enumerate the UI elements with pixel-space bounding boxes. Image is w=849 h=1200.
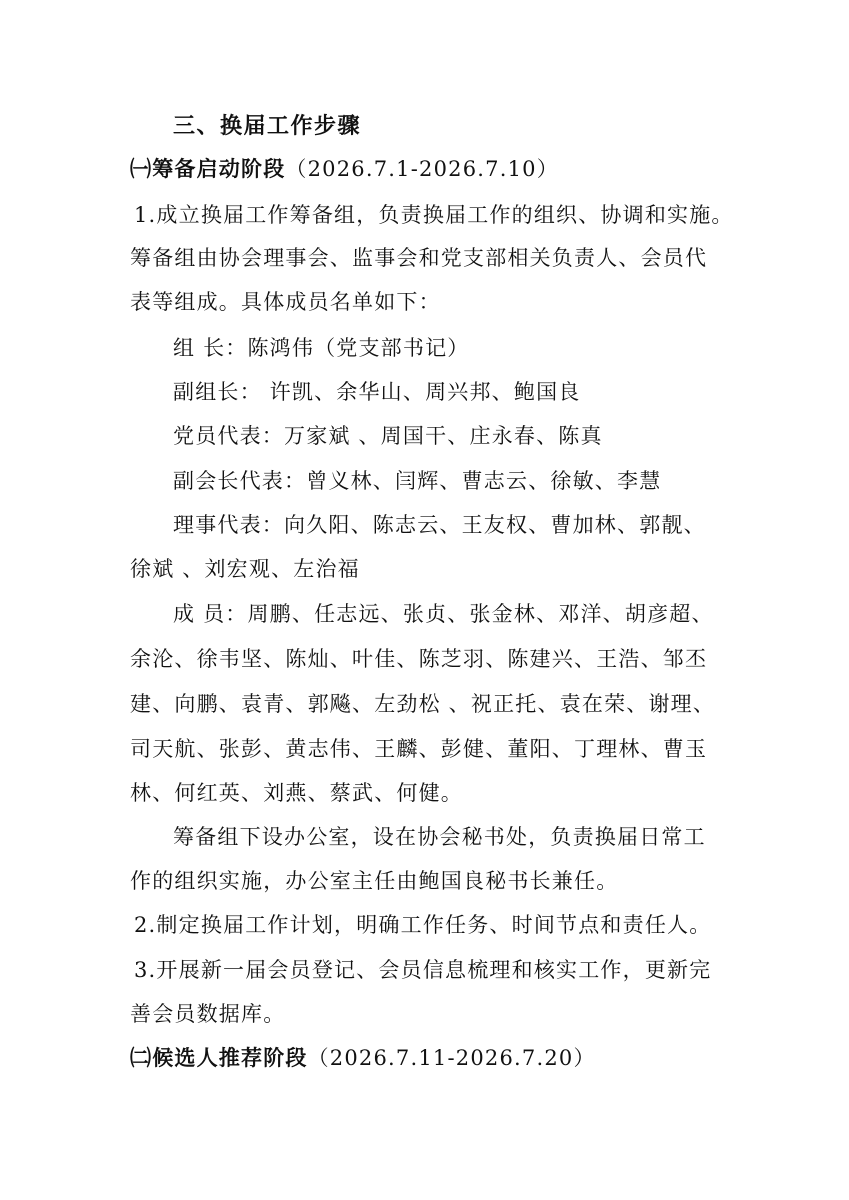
phase1-dates: （2026.7.1-2026.7.10） xyxy=(285,157,559,181)
item1-line1: 1.成立换届工作筹备组，负责换届工作的组织、协调和实施。 xyxy=(134,203,734,227)
party-reps-line: 党员代表：万家斌 、周国干、庄永春、陈真 xyxy=(173,424,603,448)
deputy-line: 副组长： 许凯、余华山、周兴邦、鲍国良 xyxy=(173,380,581,404)
item1-line3: 表等组成。具体成员名单如下： xyxy=(130,290,441,314)
vice-president-reps-line: 副会长代表：曾义林、闫辉、曹志云、徐敏、李慧 xyxy=(173,469,662,493)
item3-line2: 善会员数据库。 xyxy=(130,1002,286,1026)
item2-line: 2.制定换届工作计划，明确工作任务、时间节点和责任人。 xyxy=(134,913,712,937)
members-line2: 余沦、徐韦坚、陈灿、叶佳、陈芝羽、陈建兴、王浩、邹丕 xyxy=(130,647,708,671)
phase1-heading xyxy=(130,154,730,184)
members-line1: 成 员：周鹏、任志远、张贞、张金林、邓洋、胡彦超、 xyxy=(173,602,714,626)
director-reps-line1: 理事代表：向久阳、陈志云、王友权、曹加林、郭靓、 xyxy=(173,513,706,537)
members-line4: 司天航、张彭、黄志伟、王麟、彭健、董阳、丁理林、曹玉 xyxy=(130,737,708,761)
item1-line2: 筹备组由协会理事会、监事会和党支部相关负责人、会员代 xyxy=(130,246,708,270)
director-reps-line2: 徐斌 、刘宏观、左治福 xyxy=(130,557,360,581)
section-heading: 三、换届工作步骤 xyxy=(173,114,362,139)
members-line3: 建、向鹏、袁青、郭飚、左劲松 、祝正托、袁在荣、谢理、 xyxy=(130,692,716,716)
office-line2: 作的组织实施，办公室主任由鲍国良秘书长兼任。 xyxy=(130,869,619,893)
leader-line: 组 长：陈鸿伟（党支部书记） xyxy=(173,336,470,360)
phase2-title: ㈡候选人推荐阶段 xyxy=(130,1046,308,1070)
phase1-title: ㈠筹备启动阶段 xyxy=(130,157,286,181)
item3-line1: 3.开展新一届会员登记、会员信息梳理和核实工作，更新完 xyxy=(134,958,712,982)
office-line1: 筹备组下设办公室，设在协会秘书处，负责换届日常工 xyxy=(173,825,706,849)
phase2-heading xyxy=(130,1043,730,1073)
members-line5: 林、何红英、刘燕、蔡武、何健。 xyxy=(130,781,463,805)
phase2-dates: （2026.7.11-2026.7.20） xyxy=(307,1046,596,1070)
